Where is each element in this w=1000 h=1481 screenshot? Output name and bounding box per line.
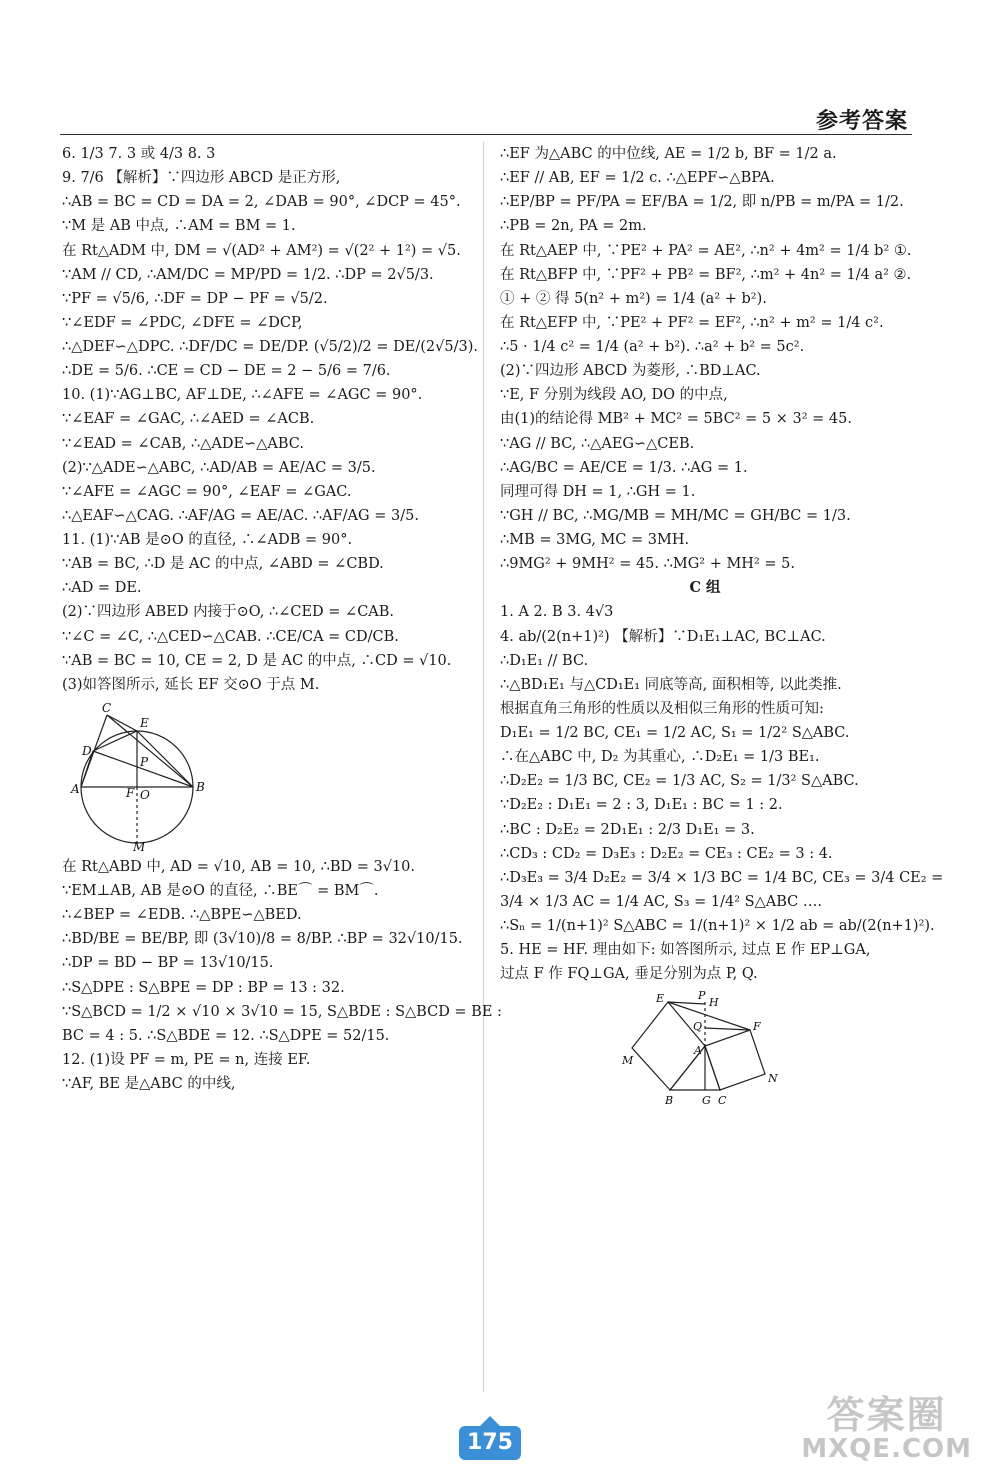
- answer-line: ∵AG // BC, ∴△AEG∽△CEB.: [500, 435, 695, 452]
- label-p: P: [140, 754, 149, 769]
- label-a: A: [71, 781, 80, 796]
- answer-line: ∴在△ABC 中, D₂ 为其重心, ∴D₂E₁ = 1/3 BE₁.: [500, 749, 820, 766]
- answer-line: ∵∠EAD = ∠CAB, ∴△ADE∽△ABC.: [62, 435, 304, 452]
- answer-line: ∴D₃E₃ = 3/4 D₂E₂ = 3/4 × 1/3 BC = 1/4 BC, CE₃ = 3/4 CE₂ =: [500, 869, 944, 886]
- squares-figure: [610, 990, 910, 1110]
- label-e: E: [140, 715, 149, 730]
- answer-line: 在 Rt△EFP 中, ∵PE² + PF² = EF², ∴n² + m² = 1/4 c².: [500, 314, 884, 331]
- answer-line: ∴S△DPE : S△BPE = DP : BP = 13 : 32.: [62, 979, 345, 996]
- label-o: O: [140, 787, 150, 802]
- label-f: F: [126, 785, 135, 800]
- answer-line: (2)∵四边形 ABCD 为菱形, ∴BD⊥AC.: [500, 363, 761, 380]
- answer-line: ∴D₂E₂ = 1/3 BC, CE₂ = 1/3 AC, S₂ = 1/3² S△ABC.: [500, 773, 859, 790]
- circle-diagram: [81, 715, 193, 843]
- answer-line: 10. (1)∵AG⊥BC, AF⊥DE, ∴∠AFE = ∠AGC = 90°.: [62, 387, 423, 404]
- label-f: F: [753, 1020, 761, 1034]
- answer-line: ∵AM // CD, ∴AM/DC = MP/PD = 1/2. ∴DP = 2√5/3.: [62, 266, 434, 283]
- answer-line: ∵∠AFE = ∠AGC = 90°, ∠EAF = ∠GAC.: [62, 483, 352, 500]
- watermark-top: 答案圈: [826, 1392, 947, 1437]
- answer-line: ∴△BD₁E₁ 与△CD₁E₁ 同底等高, 面积相等, 以此类推.: [500, 676, 842, 693]
- answer-line: ∴BC : D₂E₂ = 2D₁E₁ : 2/3 D₁E₁ = 3.: [500, 821, 755, 838]
- answer-line: ∵EM⊥AB, AB 是⊙O 的直径, ∴BE⌒ = BM⌒.: [62, 883, 379, 899]
- answer-line: ∵E, F 分别为线段 AO, DO 的中点,: [500, 387, 728, 404]
- page-number: 175: [459, 1426, 521, 1460]
- answer-line: ∵∠EDF = ∠PDC, ∠DFE = ∠DCP,: [62, 314, 303, 331]
- answer-line: ∴CD₃ : CD₂ = D₃E₃ : D₂E₂ = CE₃ : CE₂ = 3 : 4.: [500, 845, 833, 862]
- label-c: C: [718, 1094, 727, 1108]
- label-a: A: [694, 1044, 702, 1058]
- label-g: G: [702, 1094, 711, 1108]
- answer-line: ∵PF = √5/6, ∴DF = DP − PF = √5/2.: [62, 290, 328, 307]
- answer-line: ∴BD/BE = BE/BP, 即 (3√10)/8 = 8/BP. ∴BP = 32√10/15.: [62, 931, 463, 948]
- answer-line: 在 Rt△ADM 中, DM = √(AD² + AM²) = √(2² + 1²) = √5.: [62, 242, 461, 259]
- answer-line: ∴9MG² + 9MH² = 45. ∴MG² + MH² = 5.: [500, 556, 795, 573]
- answer-line: 由(1)的结论得 MB² + MC² = 5BC² = 5 × 3² = 45.: [500, 411, 852, 428]
- column-divider: [483, 142, 484, 1392]
- label-b: B: [196, 779, 205, 794]
- left-column: [62, 142, 502, 1096]
- label-b: B: [665, 1094, 674, 1108]
- label-m: M: [133, 839, 146, 854]
- answer-line: 3/4 × 1/3 AC = 1/4 AC, S₃ = 1/4² S△ABC ….: [500, 893, 822, 910]
- right-column: [500, 142, 944, 1114]
- circle-figure: [62, 700, 472, 854]
- answer-line: 9. 7/6 【解析】∵四边形 ABCD 是正方形,: [62, 170, 341, 187]
- answer-line: ∴△EAF∽△CAG. ∴AF/AG = AE/AC. ∴AF/AG = 3/5.: [62, 507, 419, 524]
- answer-line: ∴DP = BD − BP = 13√10/15.: [62, 955, 274, 972]
- label-m: M: [622, 1054, 634, 1068]
- answer-line: ∴EP/BP = PF/PA = EF/BA = 1/2, 即 n/PB = m/PA = 1/2.: [500, 194, 904, 211]
- label-n: N: [768, 1072, 778, 1086]
- answer-line: 过点 F 作 FQ⊥GA, 垂足分别为点 P, Q.: [500, 966, 758, 983]
- label-c: C: [102, 700, 112, 715]
- header-rule: [60, 134, 912, 135]
- answer-line: (2)∵△ADE∽△ABC, ∴AD/AB = AE/AC = 3/5.: [62, 459, 376, 476]
- answer-line: ∴Sₙ = 1/(n+1)² S△ABC = 1/(n+1)² × 1/2 ab = ab/(2(n+1)²).: [500, 918, 935, 934]
- answer-line: 5. HE = HF. 理由如下: 如答图所示, 过点 E 作 EP⊥GA,: [500, 942, 871, 959]
- label-q: Q: [693, 1020, 703, 1034]
- answer-line: ∵∠C = ∠C, ∴△CED∽△CAB. ∴CE/CA = CD/CB.: [62, 628, 399, 645]
- answer-line: D₁E₁ = 1/2 BC, CE₁ = 1/2 AC, S₁ = 1/2² S△ABC.: [500, 725, 850, 741]
- answer-line: ∵AF, BE 是△ABC 的中线,: [62, 1076, 236, 1092]
- answer-line: ∵∠EAF = ∠GAC, ∴∠AED = ∠ACB.: [62, 411, 315, 428]
- answer-line: ∴EF 为△ABC 的中位线, AE = 1/2 b, BF = 1/2 a.: [500, 146, 837, 162]
- answer-line: ∴AD = DE.: [62, 580, 142, 597]
- answer-line: ∵S△BCD = 1/2 × √10 × 3√10 = 15, S△BDE : S△BCD = BE :: [62, 1003, 502, 1020]
- answer-line: ∴5 · 1/4 c² = 1/4 (a² + b²). ∴a² + b² = 5c².: [500, 339, 805, 355]
- square-right: [705, 1030, 765, 1090]
- answer-line: ∴MB = 3MG, MC = 3MH.: [500, 532, 690, 548]
- answer-line: 12. (1)设 PF = m, PE = n, 连接 EF.: [62, 1051, 311, 1068]
- answer-line: BC = 4 : 5. ∴S△BDE = 12. ∴S△DPE = 52/15.: [62, 1027, 390, 1044]
- answer-line: ∴∠BEP = ∠EDB. ∴△BPE∽△BED.: [62, 907, 302, 924]
- segment-ce: [107, 715, 137, 731]
- answer-line: 根据直角三角形的性质以及相似三角形的性质可知:: [500, 700, 824, 717]
- label-d: D: [82, 743, 92, 758]
- answer-line: ∴D₁E₁ // BC.: [500, 652, 589, 669]
- label-e: E: [656, 992, 665, 1006]
- label-p: P: [698, 989, 706, 1003]
- answer-line: 1. A 2. B 3. 4√3: [500, 604, 614, 621]
- answer-line: ∴AB = BC = CD = DA = 2, ∠DAB = 90°, ∠DCP = 45°.: [62, 194, 461, 211]
- answer-line: (3)如答图所示, 延长 EF 交⊙O 于点 M.: [62, 676, 320, 693]
- answer-line: 在 Rt△BFP 中, ∵PF² + PB² = BF², ∴m² + 4n² = 1/4 a² ②.: [500, 266, 912, 283]
- label-h: H: [709, 996, 719, 1010]
- answer-line: 11. (1)∵AB 是⊙O 的直径, ∴∠ADB = 90°.: [62, 532, 353, 548]
- answer-line: 6. 1/3 7. 3 或 4/3 8. 3: [62, 146, 216, 162]
- answer-line: ∵AB = BC = 10, CE = 2, D 是 AC 的中点, ∴CD = √10.: [62, 652, 452, 669]
- answer-line: ∴DE = 5/6. ∴CE = CD − DE = 2 − 5/6 = 7/6.: [62, 363, 391, 380]
- answer-line: ∵M 是 AB 中点, ∴AM = BM = 1.: [62, 218, 296, 235]
- page-header-title: 参考答案: [815, 109, 908, 134]
- answer-line: ∵D₂E₂ : D₁E₁ = 2 : 3, D₁E₁ : BC = 1 : 2.: [500, 797, 783, 814]
- answer-line: ∵AB = BC, ∴D 是 AC 的中点, ∠ABD = ∠CBD.: [62, 556, 384, 573]
- watermark-bottom: MXQE.COM: [801, 1433, 972, 1464]
- answer-line: ① + ② 得 5(n² + m²) = 1/4 (a² + b²).: [500, 290, 767, 307]
- answer-line: ∴PB = 2n, PA = 2m.: [500, 218, 647, 235]
- section-heading-c: C 组: [689, 579, 721, 597]
- answer-line: ∵GH // BC, ∴MG/MB = MH/MC = GH/BC = 1/3.: [500, 507, 851, 524]
- watermark-logo: [801, 1392, 972, 1464]
- answer-line: 在 Rt△ABD 中, AD = √10, AB = 10, ∴BD = 3√10.: [62, 858, 416, 875]
- answer-line: ∴△DEF∽△DPC. ∴DF/DC = DE/DP. (√5/2)/2 = DE/(2√5/3).: [62, 339, 478, 355]
- answer-line: (2)∵四边形 ABED 内接于⊙O, ∴∠CED = ∠CAB.: [62, 604, 395, 621]
- answer-line: 在 Rt△AEP 中, ∵PE² + PA² = AE², ∴n² + 4m² = 1/4 b² ①.: [500, 242, 912, 259]
- answer-line: ∴EF // AB, EF = 1/2 c. ∴△EPF∽△BPA.: [500, 170, 775, 187]
- answer-line: 同理可得 DH = 1, ∴GH = 1.: [500, 483, 696, 500]
- answer-line: ∴AG/BC = AE/CE = 1/3. ∴AG = 1.: [500, 459, 748, 476]
- answer-line: 4. ab/(2(n+1)²) 【解析】∵D₁E₁⊥AC, BC⊥AC.: [500, 628, 826, 645]
